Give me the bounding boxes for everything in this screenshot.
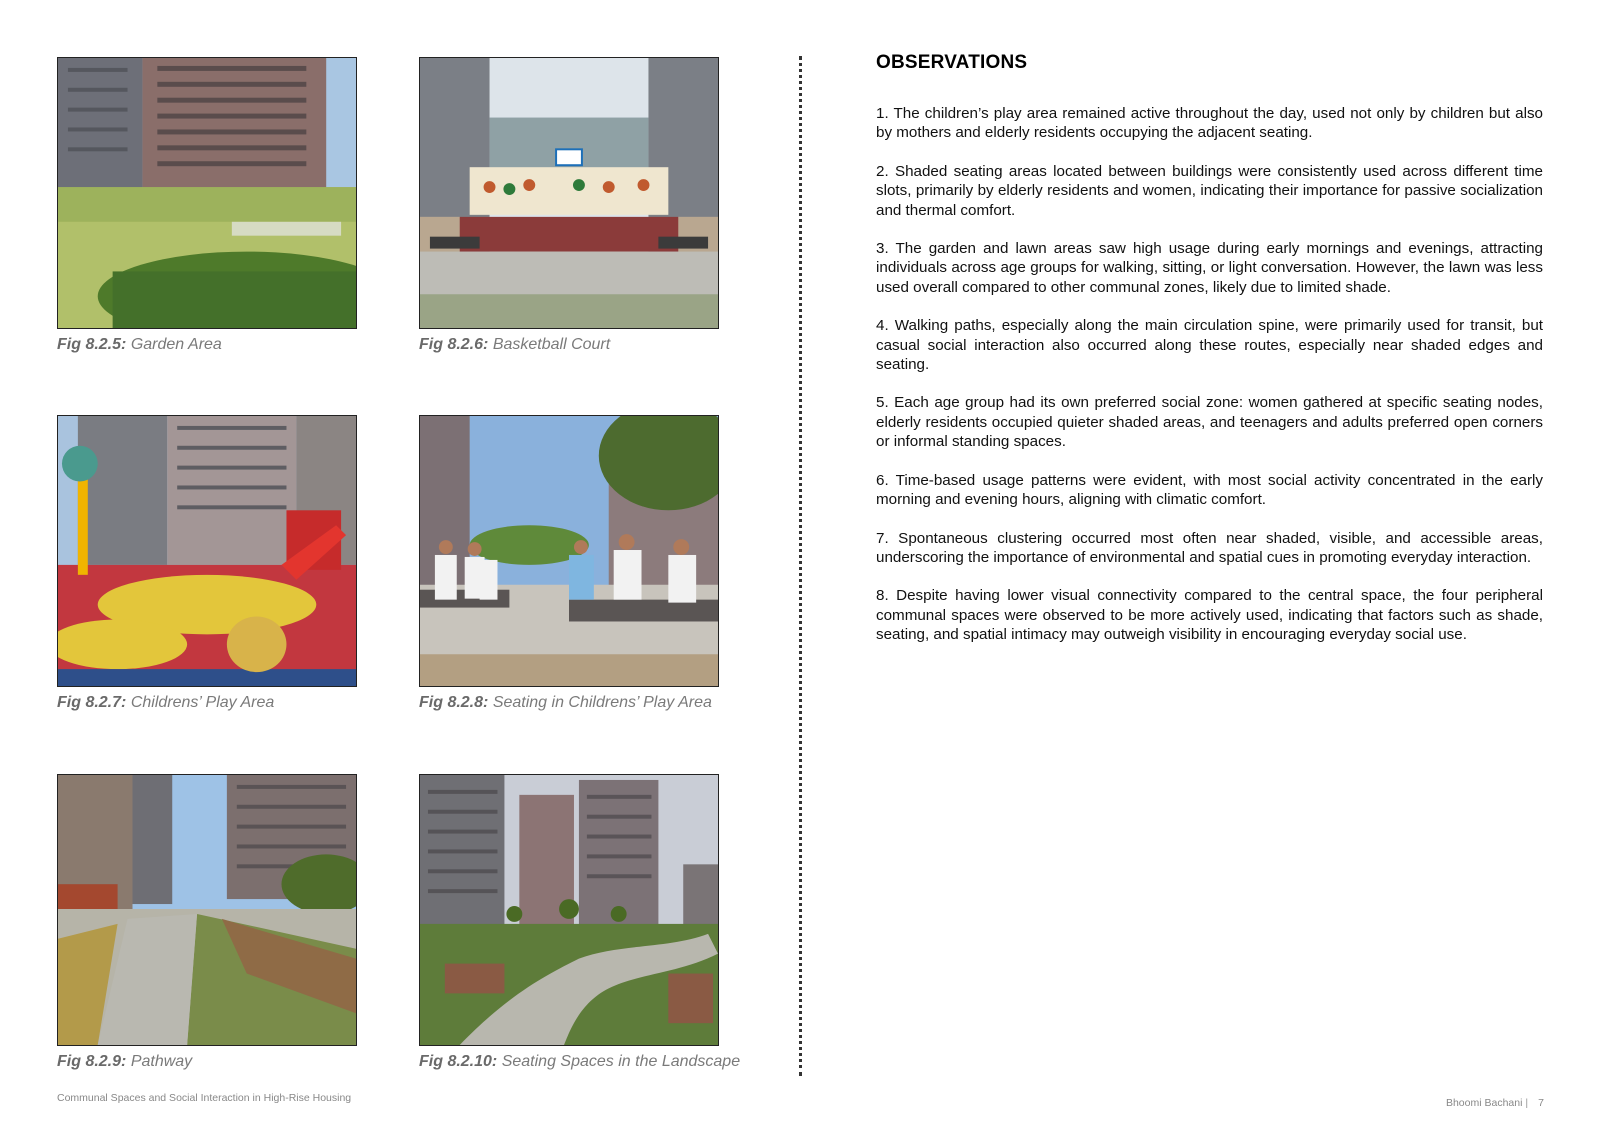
photo-seating-play-area [419, 415, 719, 687]
page-number: 7 [1538, 1097, 1544, 1109]
figure-title: Garden Area [130, 336, 222, 353]
figure-title: Basketball Court [492, 336, 611, 353]
observation-item: 2. Shaded seating areas located between buildings were consistently used across different time slots, primarily by elderly residents and women, indicating their importance for passive socialization and thermal comfort. [876, 162, 1543, 219]
observations-list [876, 104, 1543, 664]
observation-item: 6. Time-based usage patterns were evident, with most social activity concentrated in the early morning and evening hours, aligning with climatic comfort. [876, 471, 1543, 509]
observation-item: 8. Despite having lower visual connectivity compared to the central space, the four peripheral communal spaces were observed to be more actively used, indicating that factors such as shade, seating, and spatial intimacy may outweigh visibility in encouraging everyday social use. [876, 587, 1543, 644]
document-title-footer: Communal Spaces and Social Interaction in High-Rise Housing [57, 1092, 352, 1104]
observations-heading: OBSERVATIONS [876, 52, 1028, 73]
photo-basketball-court [419, 57, 719, 329]
observation-item: 3. The garden and lawn areas saw high usage during early mornings and evenings, attracting individuals across age groups for walking, sitting, or light conversation. However, the lawn was less used overall compared to other communal zones, likely due to limited shade. [876, 240, 1543, 296]
observation-item: 5. Each age group had its own preferred social zone: women gathered at specific seating nodes, elderly residents occupied quieter shaded areas, and teenagers and adults preferred open corners or informal standing spaces. [876, 394, 1543, 451]
figure-title: Pathway [130, 1053, 193, 1070]
photo-garden-area [57, 57, 357, 329]
figure-title: Seating in Childrens’ Play Area [492, 694, 712, 711]
observation-item: 4. Walking paths, especially along the main circulation spine, were primarily used for transit, but casual social interaction also occurred along these routes, especially near shaded edges and seating. [876, 317, 1543, 374]
figure-title: Childrens’ Play Area [130, 694, 275, 711]
figure-number: Fig 8.2.10: [419, 1053, 498, 1070]
figure-number: Fig 8.2.9: [57, 1053, 127, 1070]
observation-item: 1. The children’s play area remained active throughout the day, used not only by children but also by mothers and elderly residents occupying the adjacent seating. [876, 105, 1543, 142]
page-footer [1446, 1097, 1544, 1109]
figure-number: Fig 8.2.6: [419, 336, 489, 353]
photo-pathway [57, 774, 357, 1046]
footer-separator: | [1525, 1097, 1529, 1109]
figure-caption [419, 694, 712, 712]
figure-caption [419, 336, 610, 354]
column-divider [799, 56, 802, 1076]
observation-item: 7. Spontaneous clustering occurred most often near shaded, visible, and accessible areas, underscoring the importance of environmental and spatial cues in promoting everyday interaction. [876, 529, 1543, 566]
figure-caption [419, 1053, 740, 1071]
photo-landscape-seating [419, 774, 719, 1046]
figure-caption [57, 694, 274, 712]
figure-caption [57, 336, 222, 354]
photo-childrens-play-area [57, 415, 357, 687]
figure-number: Fig 8.2.5: [57, 336, 127, 353]
figure-number: Fig 8.2.8: [419, 694, 489, 711]
author-name: Bhoomi Bachani [1445, 1097, 1523, 1109]
figure-number: Fig 8.2.7: [57, 694, 127, 711]
figure-caption [57, 1053, 192, 1071]
figure-title: Seating Spaces in the Landscape [501, 1053, 741, 1070]
